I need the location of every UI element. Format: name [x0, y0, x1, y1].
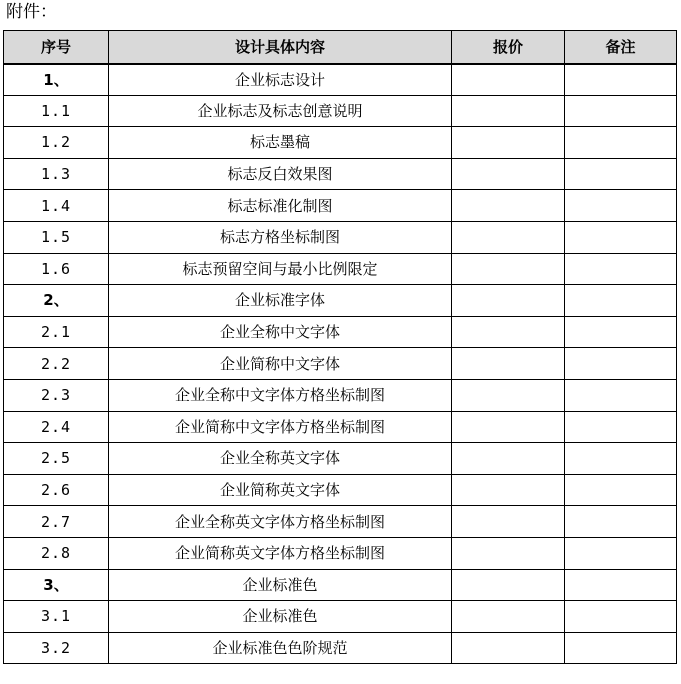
remarks-cell[interactable]: [565, 158, 677, 190]
table-row: [4, 443, 677, 475]
table-row: [4, 285, 677, 317]
design-content-cell: 企业简称中文字体方格坐标制图: [109, 411, 452, 443]
serial-number-cell: 2.3: [4, 379, 109, 411]
design-content-cell: 企业全称中文字体方格坐标制图: [109, 379, 452, 411]
header-remarks: 备注: [565, 31, 677, 64]
attachment-caption: 附件：: [6, 2, 57, 22]
design-content-cell: 标志反白效果图: [109, 158, 452, 190]
design-content-cell: 企业简称英文字体方格坐标制图: [109, 537, 452, 569]
remarks-cell[interactable]: [565, 601, 677, 633]
serial-number-cell: 2.2: [4, 348, 109, 380]
remarks-cell[interactable]: [565, 348, 677, 380]
remarks-cell[interactable]: [565, 95, 677, 127]
table-row: [4, 158, 677, 190]
remarks-cell[interactable]: [565, 64, 677, 96]
design-content-cell: 企业简称英文字体: [109, 474, 452, 506]
price-cell[interactable]: [452, 127, 565, 159]
serial-number-cell: 1.2: [4, 127, 109, 159]
table-row: [4, 64, 677, 96]
remarks-cell[interactable]: [565, 285, 677, 317]
table-row: [4, 348, 677, 380]
serial-number-cell: 1.3: [4, 158, 109, 190]
price-cell[interactable]: [452, 443, 565, 475]
header-serial-number: 序号: [4, 31, 109, 64]
design-content-cell: 企业标准色: [109, 601, 452, 633]
table-body: [4, 64, 677, 664]
serial-number-cell: 1.4: [4, 190, 109, 222]
table-row: [4, 316, 677, 348]
remarks-cell[interactable]: [565, 537, 677, 569]
price-cell[interactable]: [452, 632, 565, 664]
table-row: [4, 474, 677, 506]
design-content-cell: 标志方格坐标制图: [109, 221, 452, 253]
price-cell[interactable]: [452, 95, 565, 127]
price-cell[interactable]: [452, 601, 565, 633]
table-row: [4, 253, 677, 285]
price-cell[interactable]: [452, 537, 565, 569]
design-content-cell: 企业标志设计: [109, 64, 452, 96]
table-row: [4, 190, 677, 222]
price-cell[interactable]: [452, 316, 565, 348]
price-cell[interactable]: [452, 190, 565, 222]
serial-number-cell: 2.1: [4, 316, 109, 348]
remarks-cell[interactable]: [565, 190, 677, 222]
design-content-cell: 企业全称中文字体: [109, 316, 452, 348]
price-cell[interactable]: [452, 221, 565, 253]
serial-number-cell: 2.4: [4, 411, 109, 443]
design-content-cell: 标志预留空间与最小比例限定: [109, 253, 452, 285]
table-row: [4, 127, 677, 159]
header-design-content: 设计具体内容: [109, 31, 452, 64]
design-content-cell: 企业全称英文字体方格坐标制图: [109, 506, 452, 538]
table-row: [4, 537, 677, 569]
price-cell[interactable]: [452, 569, 565, 601]
serial-number-cell: 2.5: [4, 443, 109, 475]
table-row: [4, 569, 677, 601]
table-row: [4, 632, 677, 664]
design-content-cell: 企业全称英文字体: [109, 443, 452, 475]
remarks-cell[interactable]: [565, 632, 677, 664]
design-content-cell: 标志墨稿: [109, 127, 452, 159]
remarks-cell[interactable]: [565, 474, 677, 506]
price-cell[interactable]: [452, 411, 565, 443]
remarks-cell[interactable]: [565, 316, 677, 348]
serial-number-cell: 2.8: [4, 537, 109, 569]
price-cell[interactable]: [452, 474, 565, 506]
design-content-cell: 企业标准色: [109, 569, 452, 601]
design-content-cell: 企业标准色色阶规范: [109, 632, 452, 664]
remarks-cell[interactable]: [565, 379, 677, 411]
serial-number-cell: 1.6: [4, 253, 109, 285]
serial-number-cell: 1、: [4, 64, 109, 96]
serial-number-cell: 1.1: [4, 95, 109, 127]
serial-number-cell: 3.2: [4, 632, 109, 664]
remarks-cell[interactable]: [565, 569, 677, 601]
remarks-cell[interactable]: [565, 221, 677, 253]
table-row: [4, 601, 677, 633]
price-cell[interactable]: [452, 158, 565, 190]
design-content-cell: 标志标准化制图: [109, 190, 452, 222]
table-row: [4, 221, 677, 253]
remarks-cell[interactable]: [565, 253, 677, 285]
design-content-cell: 企业简称中文字体: [109, 348, 452, 380]
serial-number-cell: 3.1: [4, 601, 109, 633]
price-cell[interactable]: [452, 64, 565, 96]
design-content-cell: 企业标志及标志创意说明: [109, 95, 452, 127]
price-cell[interactable]: [452, 506, 565, 538]
serial-number-cell: 2.7: [4, 506, 109, 538]
serial-number-cell: 3、: [4, 569, 109, 601]
design-quote-table: [3, 30, 677, 664]
table-row: [4, 411, 677, 443]
remarks-cell[interactable]: [565, 506, 677, 538]
remarks-cell[interactable]: [565, 411, 677, 443]
price-cell[interactable]: [452, 285, 565, 317]
table-row: [4, 506, 677, 538]
table-row: [4, 379, 677, 411]
table-row: [4, 95, 677, 127]
table-header-row: [4, 31, 677, 64]
remarks-cell[interactable]: [565, 443, 677, 475]
price-cell[interactable]: [452, 348, 565, 380]
serial-number-cell: 2.6: [4, 474, 109, 506]
serial-number-cell: 2、: [4, 285, 109, 317]
price-cell[interactable]: [452, 379, 565, 411]
design-content-cell: 企业标准字体: [109, 285, 452, 317]
remarks-cell[interactable]: [565, 127, 677, 159]
header-price: 报价: [452, 31, 565, 64]
price-cell[interactable]: [452, 253, 565, 285]
serial-number-cell: 1.5: [4, 221, 109, 253]
